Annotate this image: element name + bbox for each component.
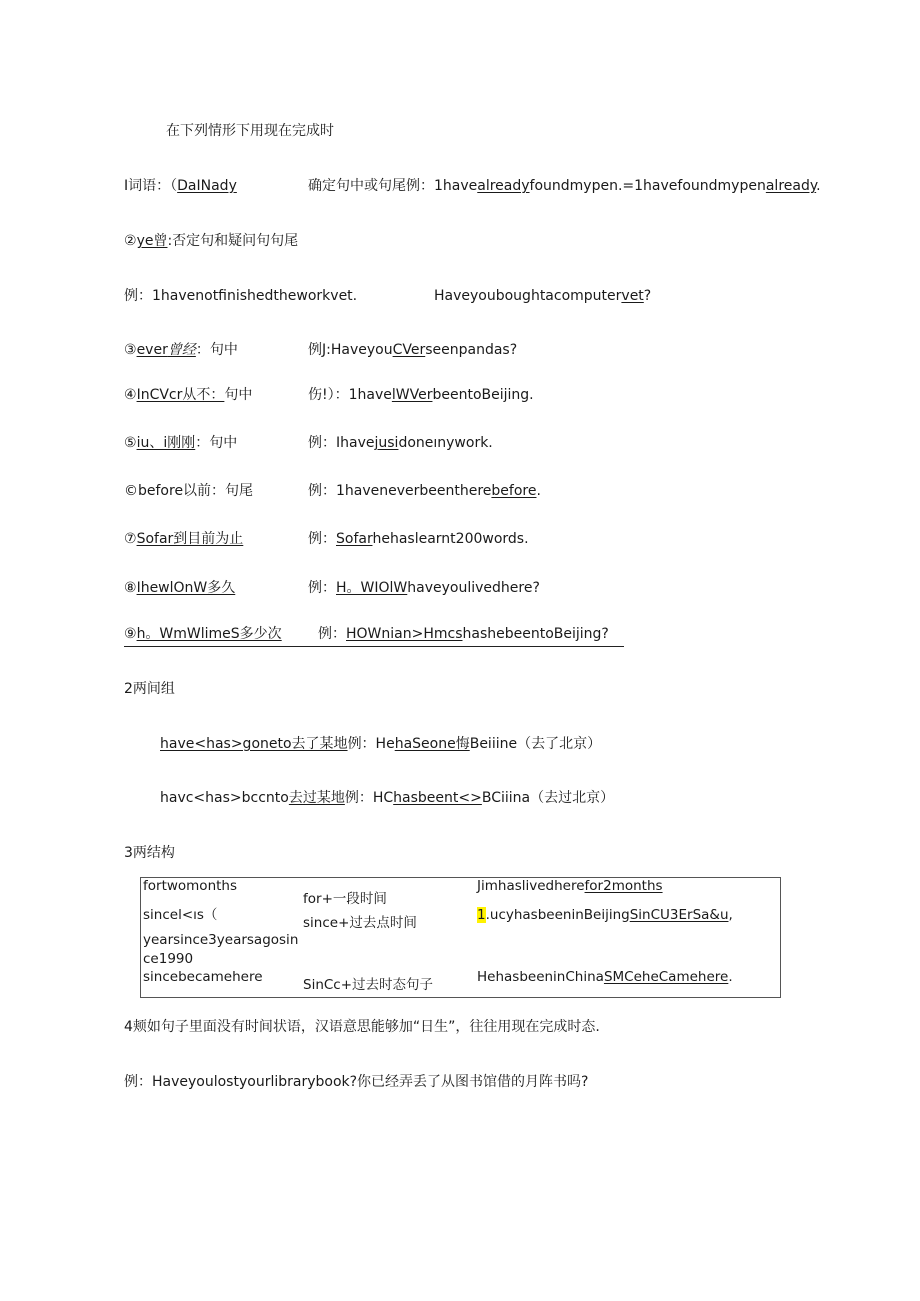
section1-desc-line	[308, 176, 821, 196]
item-number: ⑧	[124, 580, 137, 596]
ex-text: 例：He	[347, 736, 395, 752]
section2-line2	[160, 788, 614, 808]
table-cell: SinCc+过去时态句子	[303, 977, 434, 993]
ex-text: seenpandas?	[425, 342, 518, 358]
item-pos: ：句中	[195, 342, 238, 358]
ex-underline: lWVer	[391, 387, 433, 403]
item7-example	[308, 529, 529, 549]
ex-underline: vet	[621, 288, 644, 304]
ex-text: doneınywork.	[398, 435, 493, 451]
ex-text: .ucyhasbeeninBeijing	[485, 907, 630, 923]
ex-text: 例：HC	[344, 790, 394, 806]
ex-text: 伤!）：1have	[308, 387, 392, 403]
table-cell	[477, 876, 663, 896]
section2-line1	[160, 734, 601, 754]
ex-text: hehaslearnt200words.	[372, 531, 529, 547]
item-word: IhewlOnW多久	[136, 580, 236, 596]
ex-text: 例：1haveneverbeenthere	[308, 483, 492, 499]
item3-example	[308, 340, 517, 360]
ex-text: .	[536, 483, 541, 499]
item-number: ⑨	[124, 626, 137, 642]
ex-text: beentoBeijing.	[432, 387, 534, 403]
ex-text: havc<has>bccnto	[160, 790, 289, 806]
ex-text: .	[728, 969, 733, 985]
item-word-italic: 曾经	[167, 342, 196, 358]
ex-text: Beiiine（去了北京）	[469, 736, 602, 752]
ex-underline: for2months	[584, 878, 663, 894]
ex-prefix: 例：	[124, 288, 152, 304]
item-desc: :否定句和疑问句句尾	[167, 233, 299, 249]
table-cell	[477, 967, 733, 987]
table-cell: yearsince3yearsagosin	[143, 932, 299, 948]
item6-example	[308, 481, 541, 501]
section3-title: 3两结构	[124, 845, 175, 861]
item-number: ⑦	[124, 531, 137, 547]
item6-line	[124, 481, 253, 501]
item2-example-b	[434, 286, 651, 306]
item-number: ④	[124, 387, 137, 403]
item5-example	[308, 433, 493, 453]
ex-underline: hasbeent<>	[393, 790, 482, 806]
item-word: iu、i刚刚	[136, 435, 196, 451]
table-cell: ce1990	[143, 951, 194, 967]
item2-example-a	[124, 286, 357, 306]
table-cell: since+过去点时间	[303, 915, 417, 931]
item3-line	[124, 340, 238, 360]
section1-desc: 确定句中或句尾例：	[308, 178, 434, 194]
ex-underline: before	[491, 483, 537, 499]
ex-text: BCiiina（去过北京）	[481, 790, 615, 806]
ex-text: 例：	[308, 580, 336, 596]
ex-underline: SinCU3ErSa&u	[629, 907, 729, 923]
ex-underline: Sofar	[336, 531, 373, 547]
ex-underline: already	[477, 178, 530, 194]
table-cell: for+一段时间	[303, 891, 387, 907]
item9-example	[318, 624, 609, 644]
section1-label: I词语：（	[124, 178, 178, 194]
ex-text: hashebeentoBeijing?	[462, 626, 609, 642]
item-number: ②	[124, 233, 137, 249]
table-cell: sincebecamehere	[143, 969, 263, 985]
ex-underline: jusi	[374, 435, 399, 451]
section1-line	[124, 176, 237, 196]
ex-underline: H。WIOlW	[336, 580, 408, 596]
ex-text: 1have	[434, 178, 478, 194]
item-word: Sofar到目前为止	[136, 531, 244, 547]
ex-text: Haveyouboughtacomputer	[434, 288, 622, 304]
ex-text: ?	[643, 288, 652, 304]
ex-underline: already	[765, 178, 817, 194]
item-word: h。WmWlimeS多少次	[136, 626, 282, 642]
item-word: ever	[136, 342, 168, 358]
section1-word: DaINady	[177, 178, 237, 194]
ex-text: 例：Ihave	[308, 435, 375, 451]
item-word: ©before以前：句尾	[124, 483, 254, 499]
item8-example	[308, 578, 540, 598]
structure-table	[140, 877, 781, 998]
ex-underline: HOWnian>Hmcs	[346, 626, 463, 642]
ex-text: HehasbeeninChina	[477, 969, 604, 985]
final-example: 例：Haveyoulostyourlibrarybook?你已经弄丢了从图书馆借的月阵书吗?	[124, 1074, 589, 1090]
ex-text: 1havenotfinishedtheworkvet.	[152, 288, 358, 304]
table-cell: fortwomonths	[143, 878, 238, 894]
ex-underline: have<has>goneto去了某地	[160, 736, 348, 752]
divider-line	[124, 646, 624, 647]
section4-line: 4颊如句子里面没有时间状语，汉语意思能够加“日生”，往往用现在完成时态.	[124, 1019, 600, 1035]
item5-line	[124, 433, 237, 453]
item4-example	[308, 385, 534, 405]
ex-text: haveyoulivedhere?	[407, 580, 540, 596]
item-number: ⑤	[124, 435, 137, 451]
ex-text: Jimhaslivedhere	[477, 878, 585, 894]
page-heading: 在下列情形下用现在完成时	[166, 123, 334, 139]
item-number: ③	[124, 342, 137, 358]
highlight: 1	[477, 907, 486, 923]
item2-line	[124, 231, 298, 251]
ex-text: .	[816, 178, 821, 194]
ex-underline: CVer	[392, 342, 426, 358]
ex-text: 例：	[318, 626, 346, 642]
ex-underline: 去过某地	[288, 790, 345, 806]
ex-text: foundmypen.=1havefoundmypen	[529, 178, 766, 194]
item-word: InCVcr从不：	[136, 387, 225, 403]
item-pos: ：句中	[195, 435, 238, 451]
ex-underline: SMCeheCamehere	[603, 969, 729, 985]
ex-text: 例J:Haveyou	[308, 342, 393, 358]
item8-line	[124, 578, 235, 598]
item9-line	[124, 624, 282, 644]
table-cell	[477, 905, 733, 925]
item-word: ye曾	[136, 233, 168, 249]
ex-text: ,	[728, 907, 733, 923]
ex-text: 例：	[308, 531, 336, 547]
section2-title: 2两间组	[124, 681, 175, 697]
ex-underline: haSeone悔	[394, 736, 470, 752]
item4-line	[124, 385, 252, 405]
table-cell: sincel<ıs（	[143, 907, 218, 923]
item-pos: 句中	[224, 387, 253, 403]
item7-line	[124, 529, 243, 549]
